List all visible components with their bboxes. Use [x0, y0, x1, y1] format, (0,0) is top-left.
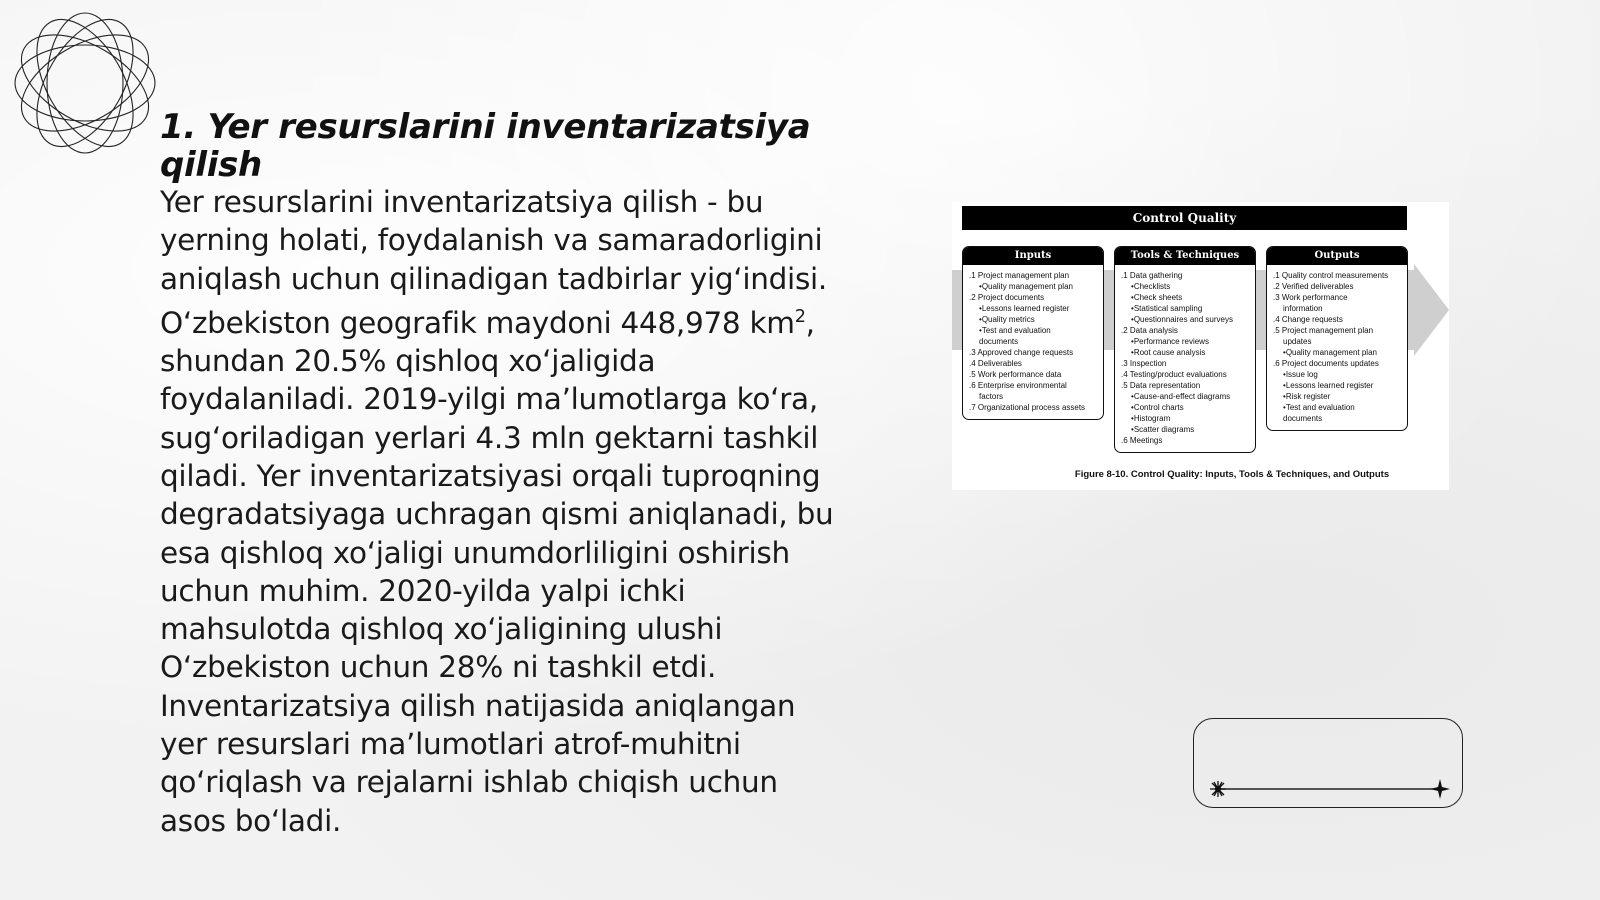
tools-item: • Statistical sampling	[1121, 303, 1251, 314]
tools-item: • Histogram	[1121, 413, 1251, 424]
superscript-two: 2	[794, 306, 806, 327]
inputs-item: .6 Enterprise environmental	[969, 381, 1067, 390]
body-text-part-1: Yer resurslarini inventarizatsiya qilish - bu yerning holati, foydalanish va samaradorligini aniqlash uchun qilinadigan tadbirlar yigʻindisi. Oʻzbekiston geografik maydoni 448,978 km	[160, 185, 827, 340]
tools-item: • Root cause analysis	[1121, 347, 1251, 358]
outputs-item: • Issue log	[1273, 369, 1403, 380]
inputs-item: documents	[979, 337, 1019, 346]
inputs-item: • Test and evaluation	[969, 325, 1099, 336]
outputs-item: • Lessons learned register	[1273, 380, 1403, 391]
inputs-box	[962, 246, 1104, 420]
outputs-item: • Test and evaluation	[1273, 402, 1403, 413]
inputs-box-title: Inputs	[963, 247, 1103, 265]
outputs-item: information	[1283, 304, 1323, 313]
tools-item: .2 Data analysis	[1121, 326, 1178, 335]
tools-item: • Control charts	[1121, 402, 1251, 413]
inputs-item: .1 Project management plan	[969, 271, 1070, 280]
tools-item: • Scatter diagrams	[1121, 424, 1251, 435]
outputs-item: .6 Project documents updates	[1273, 359, 1379, 368]
tools-item: • Cause-and-effect diagrams	[1121, 391, 1251, 402]
figure-caption: Figure 8-10. Control Quality: Inputs, Tools & Techniques, and Outputs	[1074, 469, 1390, 480]
inputs-item: .3 Approved change requests	[969, 348, 1074, 357]
outputs-box	[1266, 246, 1408, 431]
tools-list	[1115, 265, 1255, 452]
inputs-item: .2 Project documents	[969, 293, 1045, 302]
outputs-item: • Quality management plan	[1273, 347, 1403, 358]
inputs-list	[963, 265, 1103, 419]
outputs-item: updates	[1283, 337, 1312, 346]
inputs-item: • Quality management plan	[969, 281, 1099, 292]
outputs-item: .2 Verified deliverables	[1273, 282, 1354, 291]
body-text-part-2: , shundan 20.5% qishloq xoʻjaligida foydalaniladi. 2019-yilgi maʼlumotlarga koʻra, sugʻoriladigan yerlari 4.3 mln gektarni tashkil qiladi. Yer inventarizatsiyasi orqali tuproqning degradatsiyaga uchragan qismi aniqlanadi, bu esa qishloq xoʻjaligi unumdorliligini oshirish uchun muhim. 2020-yilda yalpi ichki mahsulotda qishloq xoʻjaligining ulushi Oʻzbekiston uchun 28% ni tashkil etdi. Inventarizatsiya qilish natijasida aniqlangan yer resurslari maʼlumotlari atrof-muhitni qoʻriqlash va rejalarni ishlab chiqish uchun asos boʻladi.	[160, 305, 834, 838]
tools-item: .5 Data representation	[1121, 381, 1201, 390]
outputs-item: .5 Project management plan	[1273, 326, 1374, 335]
tools-item: • Questionnaires and surveys	[1121, 314, 1251, 325]
outputs-item: documents	[1283, 414, 1323, 423]
tools-item: .6 Meetings	[1121, 436, 1163, 445]
slide-body-text	[160, 183, 835, 840]
tools-item: .3 Inspection	[1121, 359, 1167, 368]
line-with-spark-icons	[1194, 719, 1464, 809]
control-quality-figure	[952, 202, 1449, 490]
sunburst-icon	[1210, 781, 1226, 797]
outputs-item: .4 Change requests	[1273, 315, 1343, 324]
outputs-item: .1 Quality control measurements	[1273, 271, 1389, 280]
tools-item: .1 Data gathering	[1121, 271, 1183, 280]
decorative-line-card	[1193, 718, 1463, 808]
inputs-item: .4 Deliverables	[969, 359, 1022, 368]
sparkle-icon	[1430, 779, 1450, 799]
figure-header: Control Quality	[962, 206, 1407, 230]
circular-ornament	[10, 8, 160, 158]
outputs-list	[1267, 265, 1407, 430]
tools-box	[1114, 246, 1256, 453]
inputs-item: .5 Work performance data	[969, 370, 1062, 379]
inputs-item: .7 Organizational process assets	[969, 403, 1086, 412]
tools-item: • Check sheets	[1121, 292, 1251, 303]
slide-title: 1. Yer resurslarini inventarizatsiya qilish	[160, 107, 811, 185]
inputs-item: • Lessons learned register	[969, 303, 1099, 314]
inputs-item: • Quality metrics	[969, 314, 1099, 325]
inputs-item: factors	[979, 392, 1004, 401]
tools-item: • Performance reviews	[1121, 336, 1251, 347]
tools-item: .4 Testing/product evaluations	[1121, 370, 1227, 379]
tools-item: • Checklists	[1121, 281, 1251, 292]
outputs-item: .3 Work performance	[1273, 293, 1348, 302]
outputs-box-title: Outputs	[1267, 247, 1407, 265]
tools-box-title: Tools & Techniques	[1115, 247, 1255, 265]
outputs-item: • Risk register	[1273, 391, 1403, 402]
